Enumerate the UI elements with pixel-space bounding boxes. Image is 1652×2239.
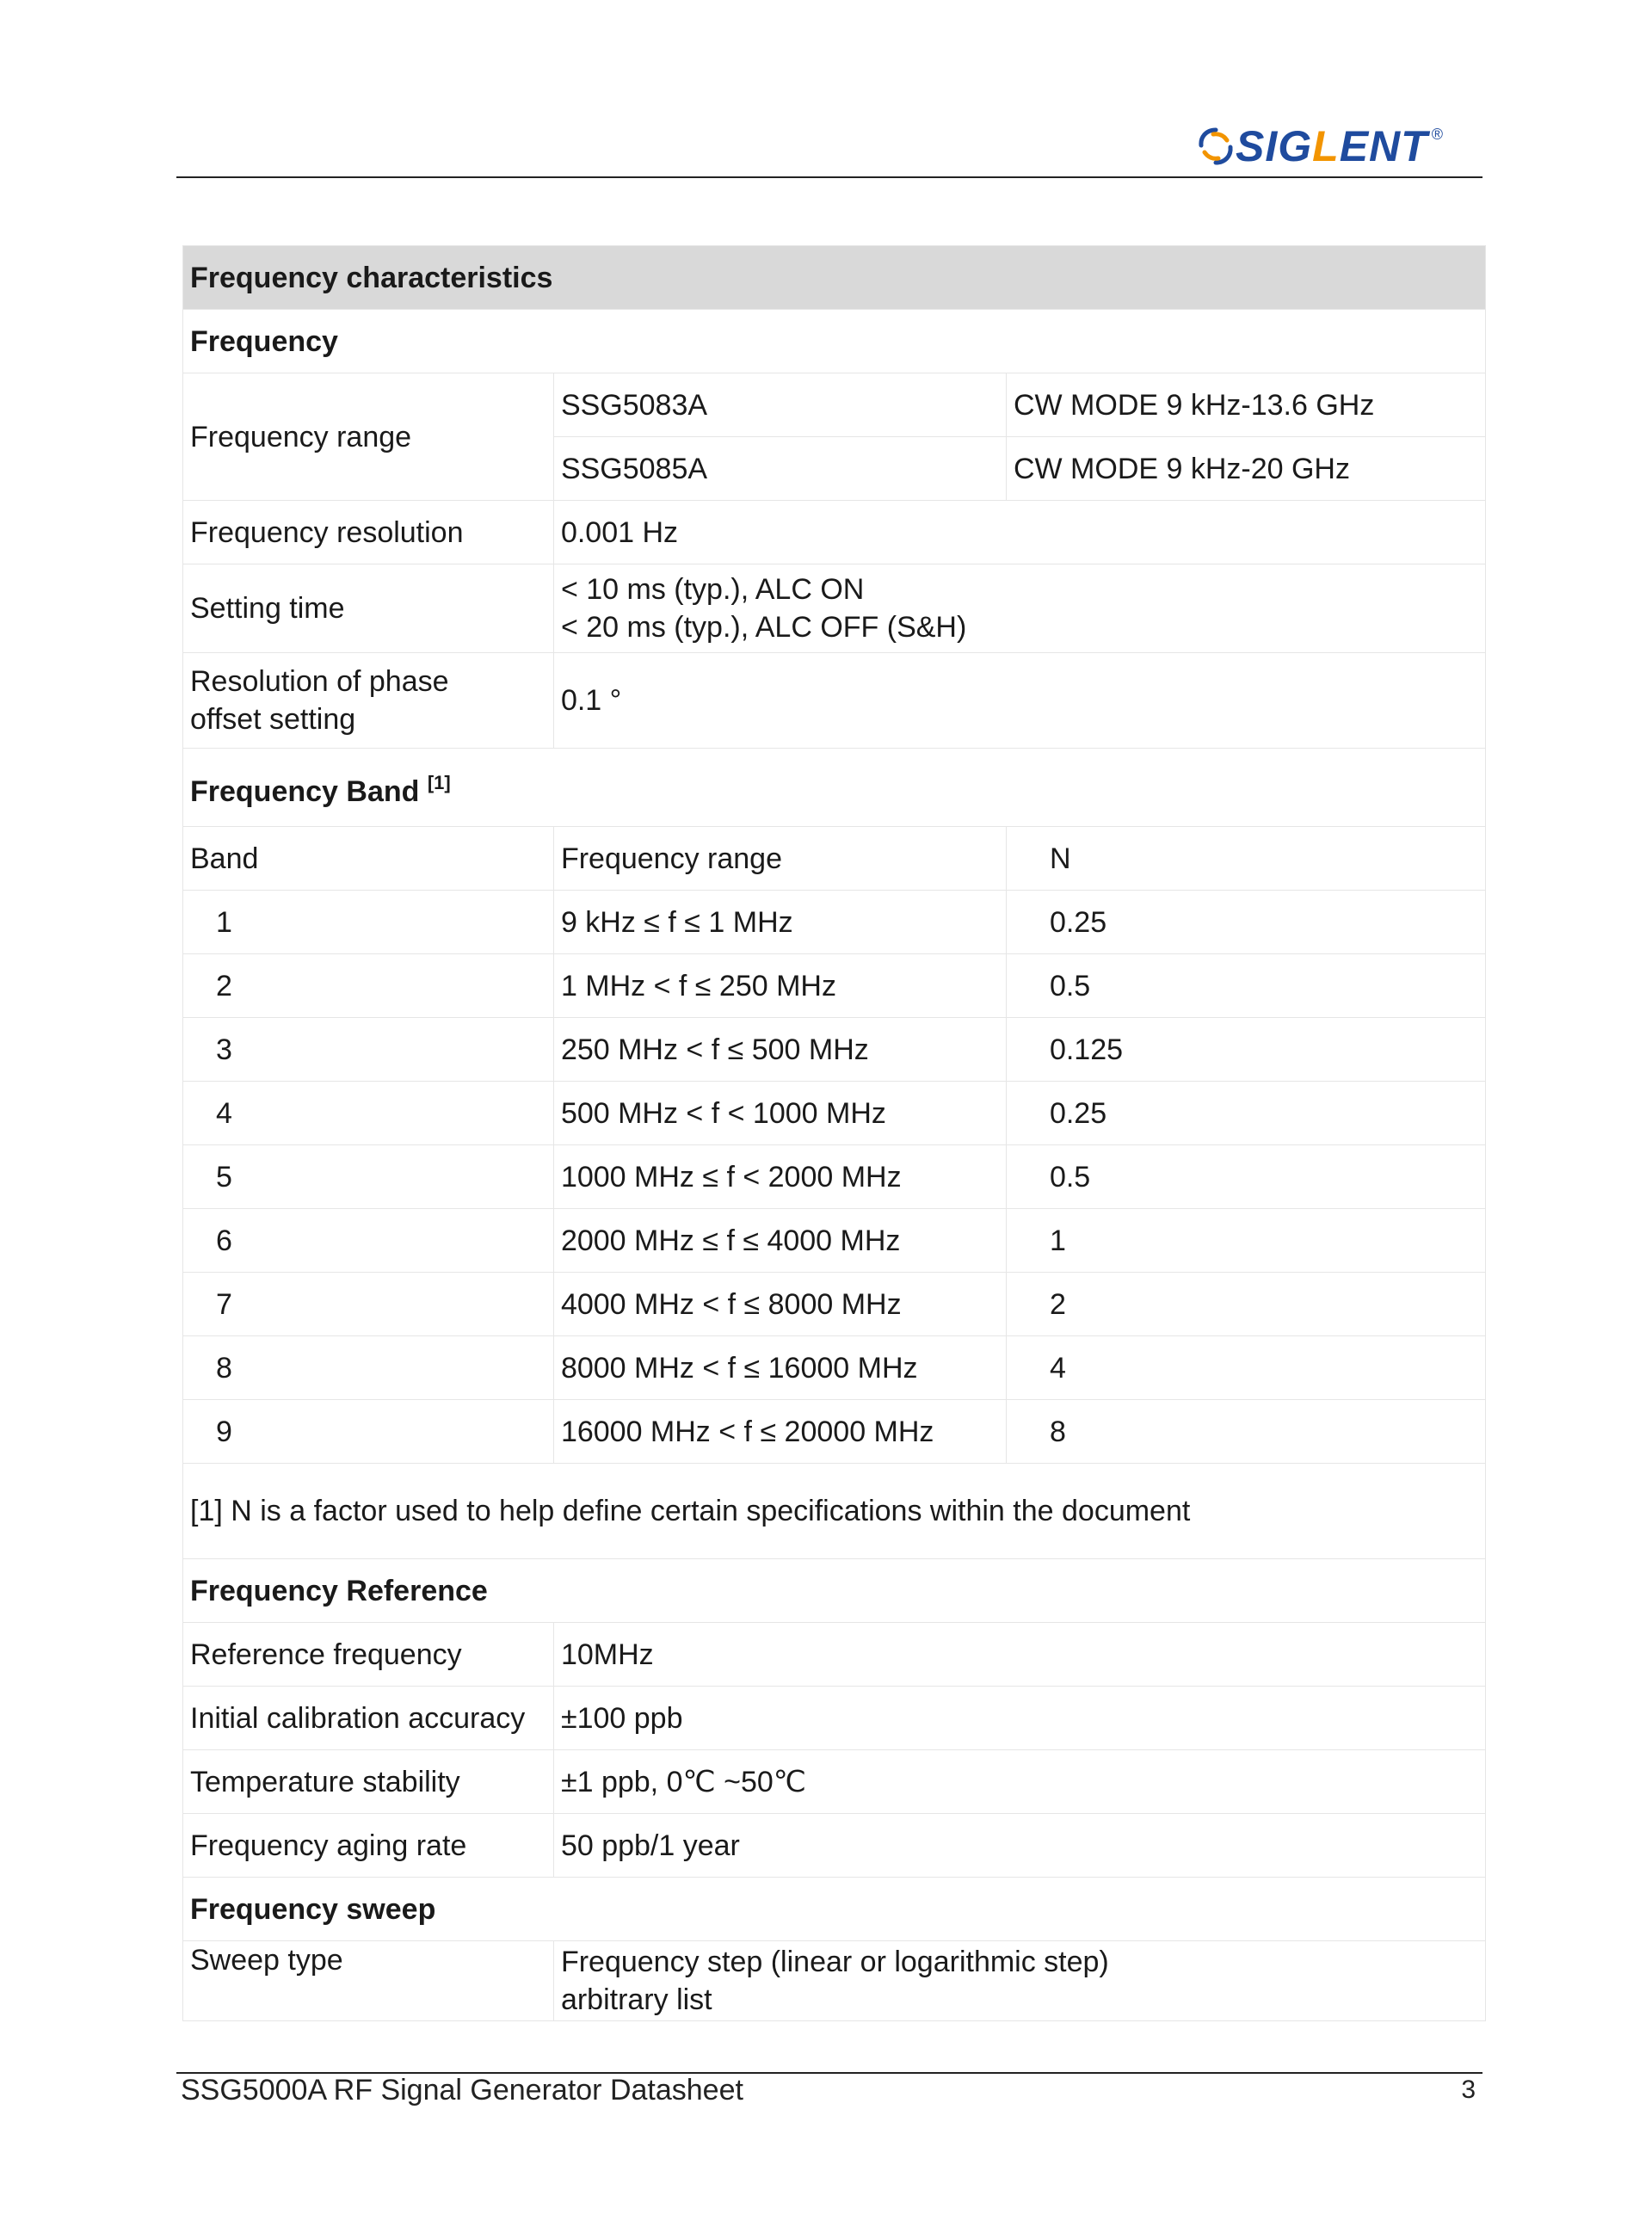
subsection-row <box>183 749 1486 827</box>
band-range: 250 MHz < f ≤ 500 MHz <box>553 1018 1006 1082</box>
model-range: CW MODE 9 kHz-13.6 GHz <box>1006 373 1485 437</box>
band-header-row <box>183 827 1486 891</box>
table-row <box>183 501 1486 564</box>
logo-accent-letter: L <box>1312 122 1340 170</box>
registered-mark: ® <box>1431 126 1443 143</box>
spec-value-line: < 20 ms (typ.), ALC OFF (S&H) <box>560 611 967 644</box>
band-number: 7 <box>183 1273 554 1336</box>
band-n: 0.5 <box>1006 1145 1485 1209</box>
spec-label: Reference frequency <box>183 1623 554 1687</box>
table-row <box>183 1145 1486 1209</box>
subsection-row <box>183 1559 1486 1623</box>
band-title-text: Frequency Band <box>190 775 420 808</box>
spec-label: Setting time <box>183 564 554 653</box>
band-range: 1 MHz < f ≤ 250 MHz <box>553 954 1006 1018</box>
footer-document-title: SSG5000A RF Signal Generator Datasheet <box>181 2074 743 2106</box>
band-n: 0.5 <box>1006 954 1485 1018</box>
table-row <box>183 1018 1486 1082</box>
band-number: 6 <box>183 1209 554 1273</box>
siglent-swirl-icon <box>1196 126 1236 166</box>
table-row <box>183 1273 1486 1336</box>
spec-label: Frequency aging rate <box>183 1814 554 1878</box>
table-row <box>183 1687 1486 1750</box>
siglent-logo <box>1196 120 1443 172</box>
spec-label <box>183 653 554 749</box>
spec-value: 10MHz <box>553 1623 1485 1687</box>
spec-value: 0.1 ° <box>553 653 1485 749</box>
footnote-marker: [1] <box>427 772 451 793</box>
band-number: 3 <box>183 1018 554 1082</box>
table-row <box>183 653 1486 749</box>
spec-label-line: Resolution of phase <box>190 665 449 698</box>
band-n: 2 <box>1006 1273 1485 1336</box>
header-divider <box>176 176 1482 178</box>
band-n: 0.125 <box>1006 1018 1485 1082</box>
band-number: 2 <box>183 954 554 1018</box>
table-row <box>183 1209 1486 1273</box>
table-row <box>183 954 1486 1018</box>
table-row <box>183 891 1486 954</box>
footnote-row <box>183 1464 1486 1559</box>
logo-wordmark: SIGLENT <box>1236 122 1428 170</box>
band-number: 9 <box>183 1400 554 1464</box>
spec-value <box>553 1941 1485 2021</box>
band-n: 0.25 <box>1006 891 1485 954</box>
band-range: 16000 MHz < f ≤ 20000 MHz <box>553 1400 1006 1464</box>
band-range: 2000 MHz ≤ f ≤ 4000 MHz <box>553 1209 1006 1273</box>
model-name: SSG5083A <box>553 373 1006 437</box>
spec-label: Initial calibration accuracy <box>183 1687 554 1750</box>
band-n: 1 <box>1006 1209 1485 1273</box>
footnote-text: [1] N is a factor used to help define certain specifications within the document <box>183 1464 1486 1559</box>
table-row <box>183 1623 1486 1687</box>
spec-value: ±1 ppb, 0℃ ~50℃ <box>553 1750 1485 1814</box>
subsection-title-frequency: Frequency <box>183 310 1486 373</box>
spec-value: ±100 ppb <box>553 1687 1485 1750</box>
model-name: SSG5085A <box>553 437 1006 501</box>
page-number: 3 <box>1461 2076 1476 2104</box>
band-number: 1 <box>183 891 554 954</box>
column-header-band: Band <box>183 827 554 891</box>
table-row <box>183 1750 1486 1814</box>
spec-value-line: < 10 ms (typ.), ALC ON <box>560 573 865 606</box>
subsection-row <box>183 1878 1486 1941</box>
spec-label: Sweep type <box>183 1941 554 2021</box>
band-range: 8000 MHz < f ≤ 16000 MHz <box>553 1336 1006 1400</box>
spec-label: Temperature stability <box>183 1750 554 1814</box>
spec-label: Frequency resolution <box>183 501 554 564</box>
band-range: 9 kHz ≤ f ≤ 1 MHz <box>553 891 1006 954</box>
subsection-title-sweep: Frequency sweep <box>183 1878 1486 1941</box>
table-row <box>183 373 1486 437</box>
table-row <box>183 1814 1486 1878</box>
band-range: 500 MHz < f < 1000 MHz <box>553 1082 1006 1145</box>
band-n: 4 <box>1006 1336 1485 1400</box>
spec-label-line: offset setting <box>190 703 356 736</box>
subsection-row <box>183 310 1486 373</box>
model-range: CW MODE 9 kHz-20 GHz <box>1006 437 1485 501</box>
spec-value-line: Frequency step (linear or logarithmic step) <box>560 1946 1109 1978</box>
spec-value: 0.001 Hz <box>553 501 1485 564</box>
band-n: 8 <box>1006 1400 1485 1464</box>
subsection-title-reference: Frequency Reference <box>183 1559 1486 1623</box>
spec-value-line: arbitrary list <box>560 1983 712 2016</box>
column-header-range: Frequency range <box>553 827 1006 891</box>
table-row <box>183 1400 1486 1464</box>
section-title: Frequency characteristics <box>183 246 1486 310</box>
band-range: 4000 MHz < f ≤ 8000 MHz <box>553 1273 1006 1336</box>
band-number: 4 <box>183 1082 554 1145</box>
spec-value <box>553 564 1485 653</box>
band-number: 8 <box>183 1336 554 1400</box>
section-header-row <box>183 246 1486 310</box>
column-header-n: N <box>1006 827 1485 891</box>
spec-table <box>182 245 1486 2021</box>
spec-value: 50 ppb/1 year <box>553 1814 1485 1878</box>
subsection-title-band <box>183 749 1486 827</box>
band-range: 1000 MHz ≤ f < 2000 MHz <box>553 1145 1006 1209</box>
band-n: 0.25 <box>1006 1082 1485 1145</box>
frequency-range-label: Frequency range <box>183 373 554 501</box>
table-row <box>183 1336 1486 1400</box>
band-number: 5 <box>183 1145 554 1209</box>
table-row <box>183 564 1486 653</box>
table-row <box>183 1941 1486 2021</box>
table-row <box>183 1082 1486 1145</box>
